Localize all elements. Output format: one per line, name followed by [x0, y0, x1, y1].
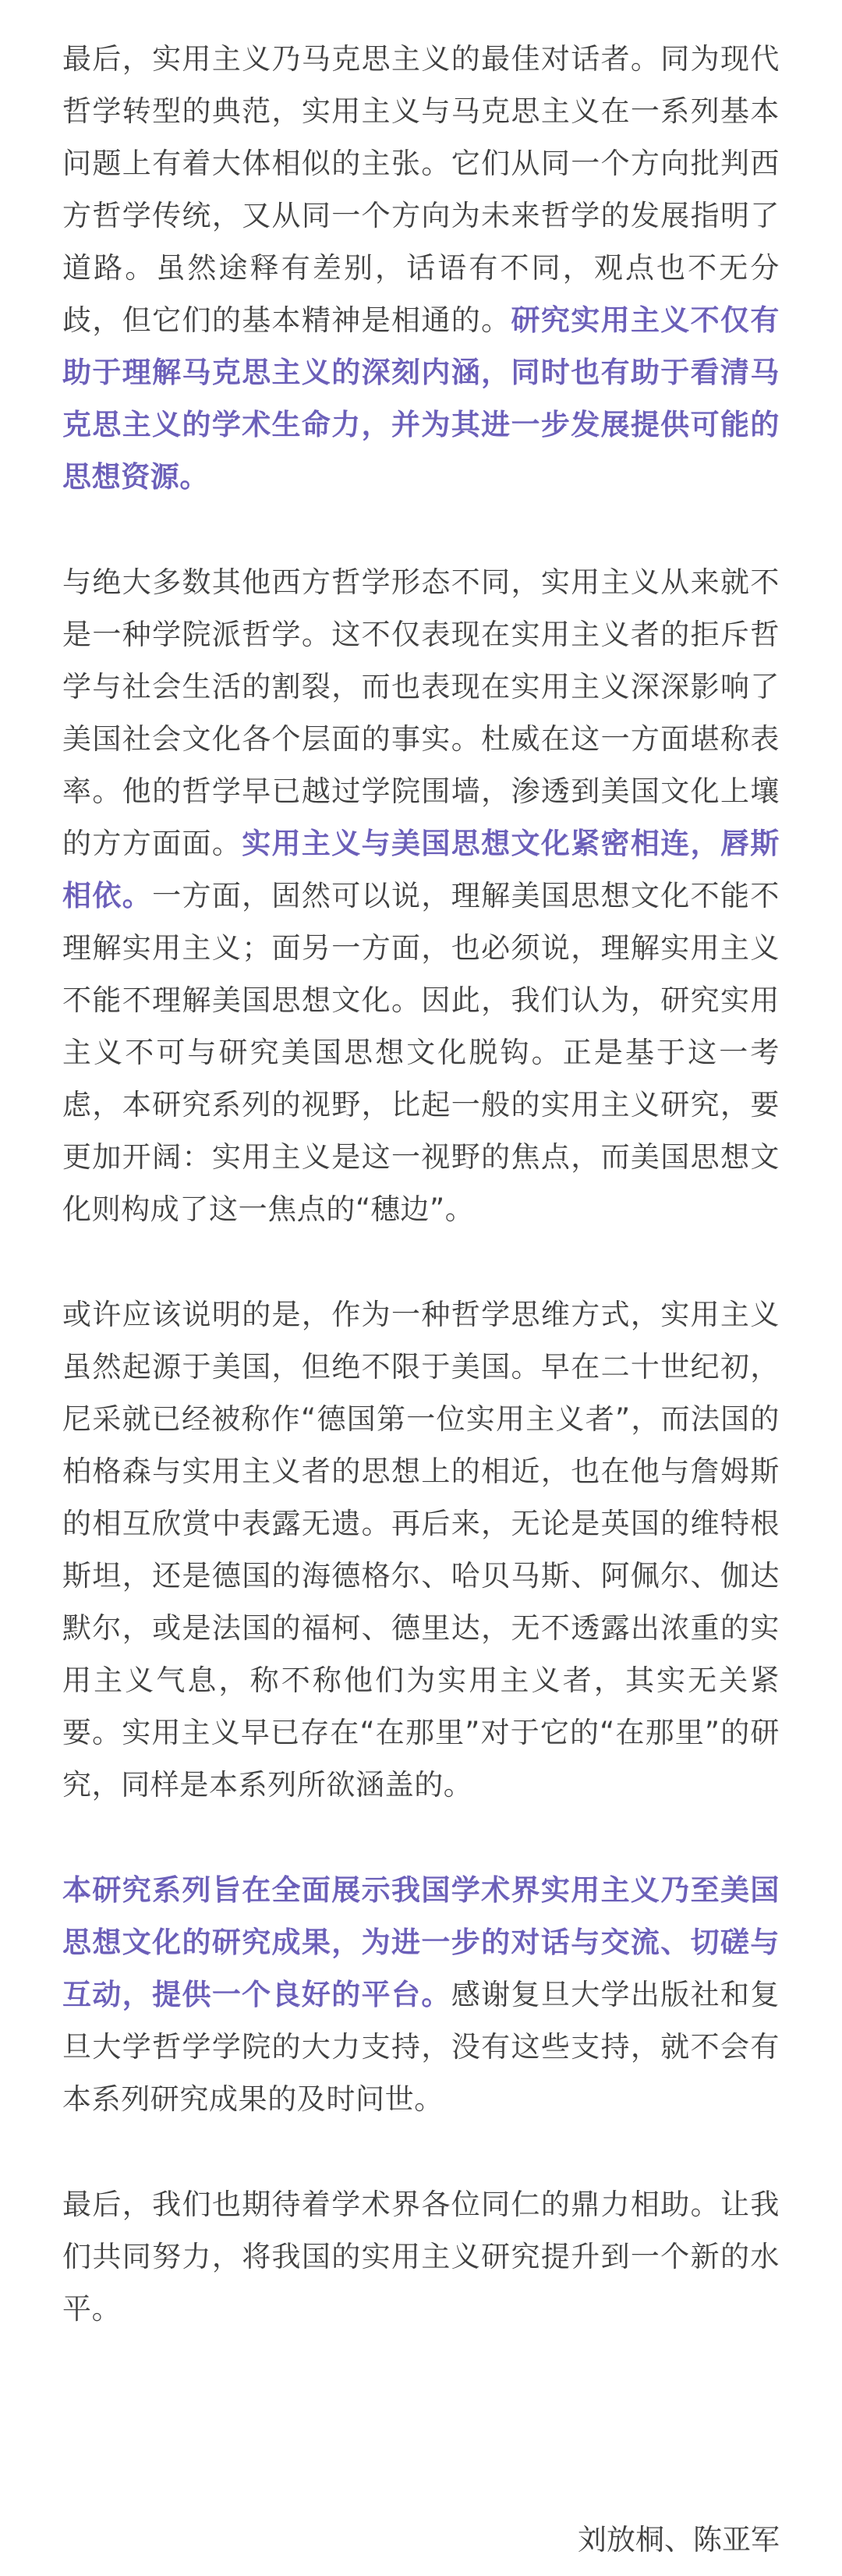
paragraph-text: 最后，我们也期待着学术界各位同仁的鼎力相助。让我们共同努力，将我国的实用主义研究提升到一个新的水平。	[62, 2188, 780, 2326]
paragraph-text: 与绝大多数其他西方哲学形态不同，实用主义从来就不是一种学院派哲学。这不仅表现在实用主义者的拒斥哲学与社会生活的割裂，而也表现在实用主义深深影响了美国社会文化各个层面的事实。杜威在这一方面堪称表率。他的哲学早已越过学院围墙，渗透到美国文化上壤的方方面面。	[62, 565, 780, 860]
highlighted-text: 本研究系列旨在全面展示我国学术界实用主义乃至美国思想文化的研究成果，为进一步的对话与交流、切磋与互动，提供一个良好的平台。	[62, 1873, 780, 2011]
paragraph-closing	[62, 2178, 780, 2335]
paragraph-pragmatism-marxism	[62, 33, 780, 503]
paragraph-text: 或许应该说明的是，作为一种哲学思维方式，实用主义虽然起源于美国，但绝不限于美国。早在二十世纪初，尼采就已经被称作“德国第一位实用主义者”，而法国的柏格森与实用主义者的思想上的相近，也在他与詹姆斯的相互欣赏中表露无遗。再后来，无论是英国的维特根斯坦，还是德国的海德格尔、哈贝马斯、阿佩尔、伽达默尔，或是法国的福柯、德里达，无不透露出浓重的实用主义气息，称不称他们为实用主义者，其实无关紧要。实用主义早已存在“在那里”对于它的“在那里”的研究，同样是本系列所欲涵盖的。	[62, 1298, 780, 1802]
paragraph-text: 感谢复旦大学出版社和复旦大学哲学学院的大力支持，没有这些支持，就不会有本系列研究成果的及时问世。	[62, 1978, 780, 2116]
highlighted-text: 研究实用主义不仅有助于理解马克思主义的深刻内涵，同时也有助于看清马克思主义的学术生命力，并为其进一步发展提供可能的思想资源。	[62, 303, 780, 494]
paragraph-text: 一方面，固然可以说，理解美国思想文化不能不理解实用主义；面另一方面，也必须说，理解实用主义不能不理解美国思想文化。因此，我们认为，研究实用主义不可与研究美国思想文化脱钩。正是基于这一考虑，本研究系列的视野，比起一般的实用主义研究，要更加开阔：实用主义是这一视野的焦点，而美国思想文化则构成了这一焦点的“穗边”。	[62, 879, 780, 1226]
paragraph-text: 最后，实用主义乃马克思主义的最佳对话者。同为现代哲学转型的典范，实用主义与马克思主义在一系列基本问题上有着大体相似的主张。它们从同一个方向批判西方哲学传统，又从同一个方向为未来哲学的发展指明了道路。虽然途释有差别，话语有不同，观点也不无分歧，但它们的基本精神是相通的。	[62, 42, 780, 337]
author-signature: 刘放桐、陈亚军	[578, 2523, 780, 2557]
paragraph-series-aim	[62, 1864, 780, 2125]
paragraph-american-culture	[62, 556, 780, 1235]
paragraph-beyond-america	[62, 1288, 780, 1811]
highlighted-text: 实用主义与美国思想文化紧密相连，唇斯相依。	[62, 827, 780, 912]
article-body	[62, 33, 780, 2388]
